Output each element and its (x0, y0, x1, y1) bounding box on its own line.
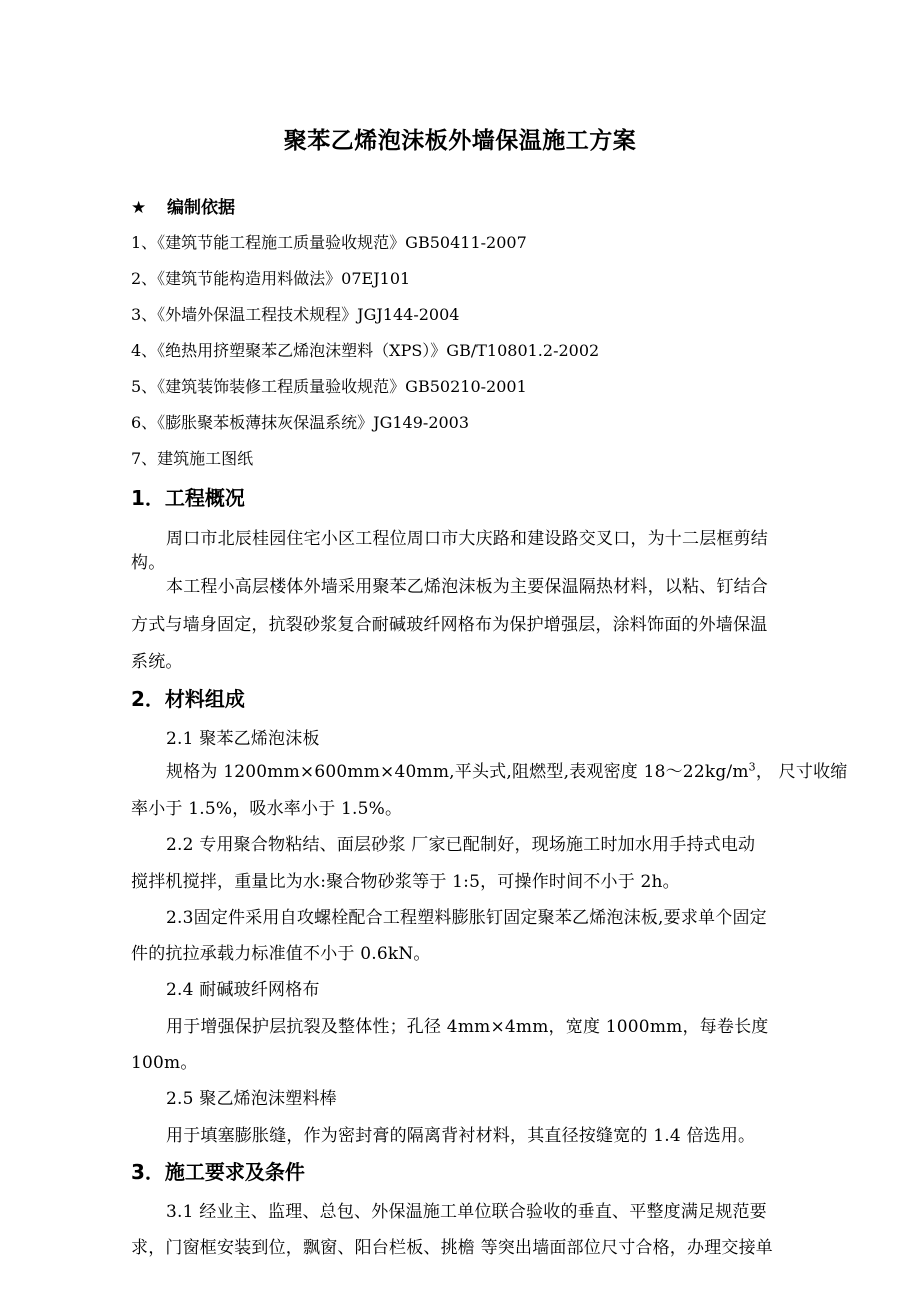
paragraph-line: 系统。 (131, 652, 183, 672)
paragraph-line: 率小于 1.5%，吸水率小于 1.5%。 (131, 799, 403, 819)
superscript: 3 (748, 760, 756, 774)
paragraph-line: 方式与墙身固定，抗裂砂浆复合耐碱玻纤网格布为保护增强层，涂料饰面的外墙保温 (131, 615, 768, 635)
paragraph-line: 本工程小高层楼体外墙采用聚苯乙烯泡沫板为主要保温隔热材料，以粘、钉结合 (166, 577, 768, 597)
paragraph-line: 3.1 经业主、监理、总包、外保温施工单位联合验收的垂直、平整度满足规范要 (166, 1202, 767, 1222)
paragraph-line: 用于填塞膨胀缝，作为密封膏的隔离背衬材料，其直径按缝宽的 1.4 倍选用。 (166, 1126, 756, 1146)
paragraph-line: 2.2 专用聚合物粘结、面层砂浆 厂家已配制好，现场施工时加水用手持式电动 (166, 835, 756, 855)
paragraph-line: 搅拌机搅拌，重量比为水:聚合物砂浆等于 1:5，可操作时间不小于 2h。 (131, 872, 680, 892)
paragraph-line: 求，门窗框安装到位，飘窗、阳台栏板、挑檐 等突出墙面部位尺寸合格，办理交接单 (131, 1238, 774, 1258)
star-icon: ★ (131, 198, 147, 218)
subsection-title: 2.5 聚乙烯泡沫塑料棒 (166, 1089, 337, 1109)
reference-item: 1、《建筑节能工程施工质量验收规范》GB50411-2007 (131, 233, 527, 252)
basis-heading-text: 编制依据 (167, 198, 235, 218)
paragraph-line: 构。 (131, 553, 166, 573)
section-heading: 1．工程概况 (131, 486, 245, 510)
spec-text: 规格为 1200mm×600mm×40mm,平头式,阻燃型,表观密度 18～22kg/m (166, 762, 749, 782)
section-heading: 3．施工要求及条件 (131, 1160, 305, 1184)
spec-text-tail: ， 尺寸收缩 (755, 762, 848, 782)
document-title: 聚苯乙烯泡沫板外墙保温施工方案 (283, 128, 637, 154)
subsection-title: 2.1 聚苯乙烯泡沫板 (166, 729, 320, 749)
reference-item: 2、《建筑节能构造用料做法》07EJ101 (131, 269, 411, 288)
paragraph-line: 用于增强保护层抗裂及整体性；孔径 4mm×4mm，宽度 1000mm，每卷长度 (166, 1017, 769, 1037)
paragraph-line: 2.3固定件采用自攻螺栓配合工程塑料膨胀钉固定聚苯乙烯泡沫板,要求单个固定 (166, 908, 767, 928)
reference-item: 7、建筑施工图纸 (131, 449, 254, 468)
paragraph-line: 100m。 (131, 1053, 198, 1073)
paragraph-line: 周口市北辰桂园住宅小区工程位周口市大庆路和建设路交叉口，为十二层框剪结 (166, 529, 768, 549)
reference-item: 3、《外墙外保温工程技术规程》JGJ144-2004 (131, 305, 460, 324)
basis-heading (131, 193, 235, 218)
paragraph-line: 件的抗拉承载力标准值不小于 0.6kN。 (131, 944, 431, 964)
reference-item: 5、《建筑装饰装修工程质量验收规范》GB50210-2001 (131, 377, 527, 396)
reference-item: 4、《绝热用挤塑聚苯乙烯泡沫塑料（XPS）》GB/T10801.2-2002 (131, 341, 600, 360)
subsection-title: 2.4 耐碱玻纤网格布 (166, 980, 320, 1000)
reference-item: 6、《膨胀聚苯板薄抹灰保温系统》JG149-2003 (131, 413, 470, 432)
paragraph-line (166, 757, 847, 782)
section-heading: 2．材料组成 (131, 687, 245, 711)
